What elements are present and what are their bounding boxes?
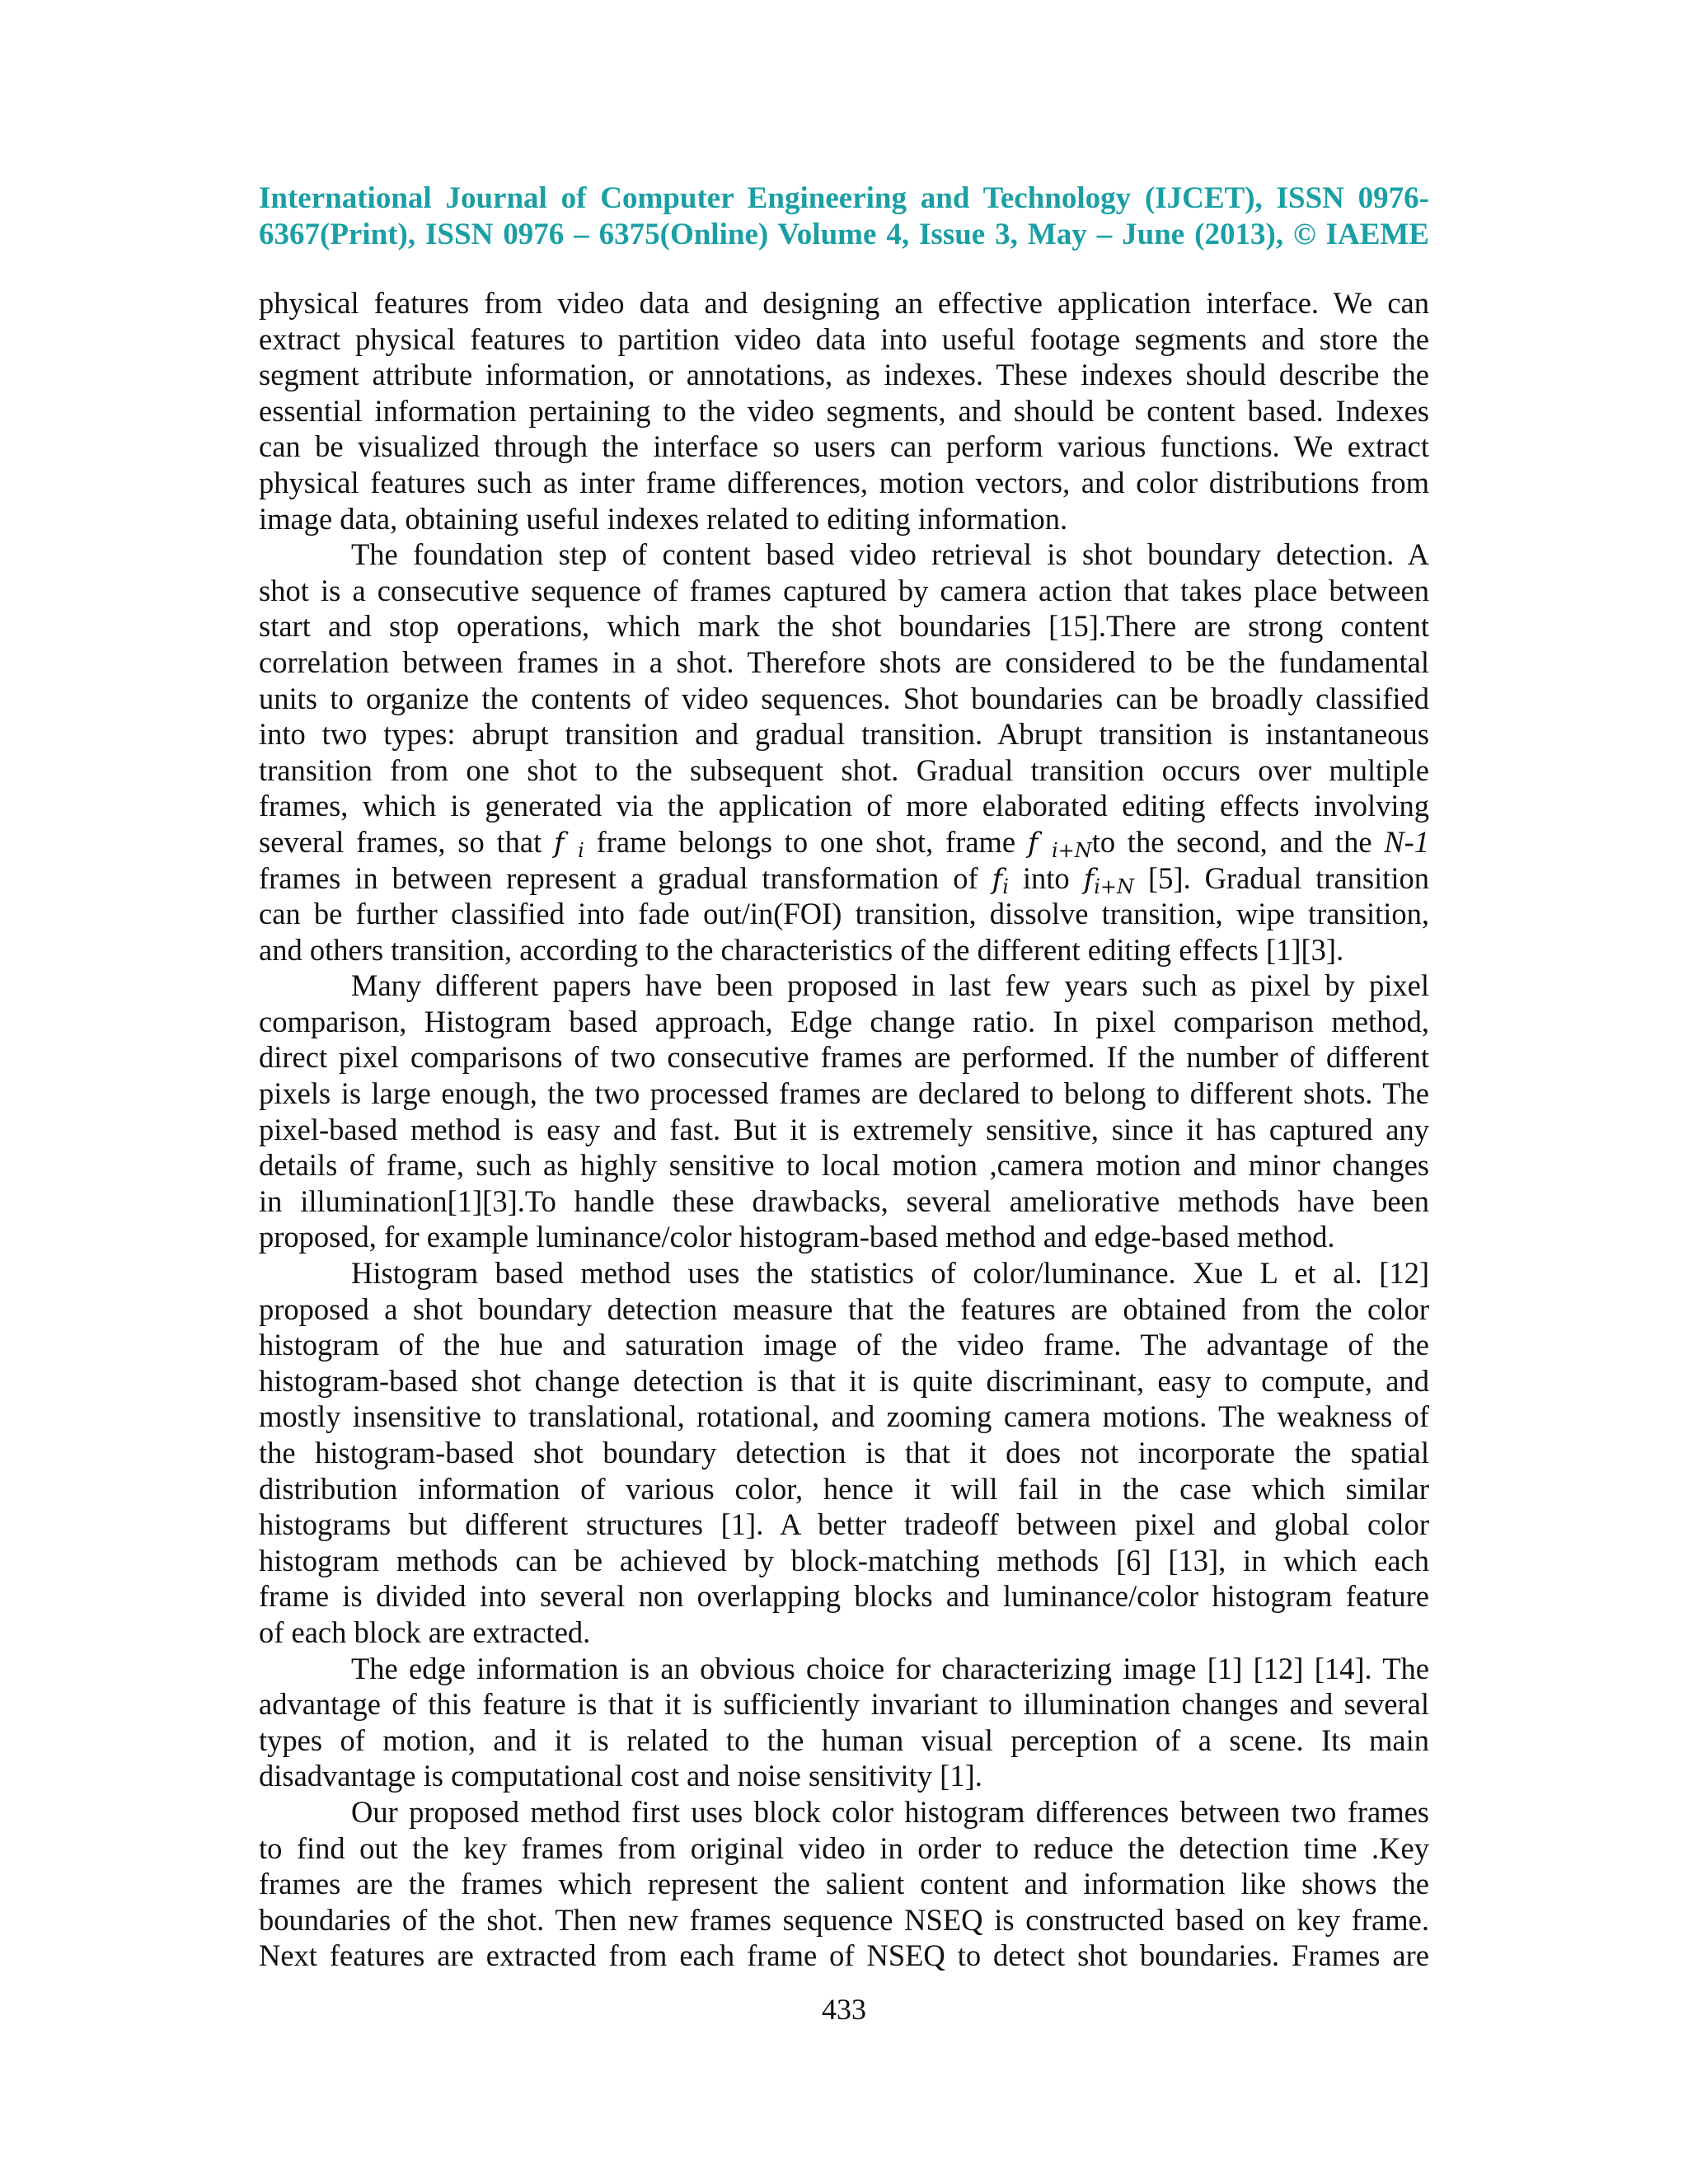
text-line: to find out the key frames from original video in order to reduce the detection time .Key bbox=[259, 1830, 1429, 1865]
text-line: histogram-based shot change detection is that it is quite discriminant, easy to compute, and bbox=[259, 1363, 1429, 1398]
text-line: can be further classified into fade out/in(FOI) transition, dissolve transition, wipe transition, bbox=[259, 897, 1429, 931]
text-line: proposed a shot boundary detection measure that the features are obtained from the color bbox=[259, 1291, 1429, 1326]
text-line: The edge information is an obvious choice for characterizing image [1] [12] [14]. The bbox=[351, 1651, 1429, 1685]
math-subscript: i+N bbox=[1051, 838, 1092, 862]
text-line: can be visualized through the interface so users can perform various functions. We extract bbox=[259, 429, 1429, 464]
text-line: into two types: abrupt transition and gradual transition. Abrupt transition is instantaneous bbox=[259, 717, 1429, 752]
math-symbol: f bbox=[554, 826, 565, 860]
journal-header bbox=[259, 180, 1429, 253]
math-f-i-plus-n bbox=[1028, 827, 1092, 860]
text-line: start and stop operations, which mark the shot boundaries [15].There are strong content bbox=[259, 609, 1429, 644]
text-line: units to organize the contents of video sequences. Shot boundaries can be broadly classified bbox=[259, 681, 1429, 715]
math-symbol: f bbox=[992, 862, 1003, 896]
math-subscript: i bbox=[578, 838, 584, 862]
text-line: Next features are extracted from each frame of NSEQ to detect shot boundaries. Frames are bbox=[259, 1938, 1429, 1973]
paragraph-5 bbox=[259, 1651, 1429, 1794]
text-line: in illumination[1][3].To handle these drawbacks, several ameliorative methods have been bbox=[259, 1183, 1429, 1218]
math-f-i bbox=[554, 827, 584, 860]
text-line: essential information pertaining to the video segments, and should be content based. Indexes bbox=[259, 393, 1429, 428]
text-line-with-math bbox=[259, 860, 1429, 897]
text-line: comparison, Histogram based approach, Edge change ratio. In pixel comparison method, bbox=[259, 1004, 1429, 1038]
body-text bbox=[259, 285, 1429, 1974]
text-line: Our proposed method first uses block color histogram differences between two frames bbox=[351, 1794, 1429, 1829]
math-symbol: f bbox=[1083, 862, 1095, 896]
text-line: disadvantage is computational cost and noise sensitivity [1]. bbox=[259, 1759, 982, 1793]
text-line: pixel-based method is easy and fast. But it is extremely sensitive, since it has captured any bbox=[259, 1112, 1429, 1146]
paragraph-1 bbox=[259, 285, 1429, 537]
text-fragment: to the second, and the bbox=[1091, 824, 1372, 859]
text-line: details of frame, such as highly sensitive to local motion ,camera motion and minor changes bbox=[259, 1148, 1429, 1183]
math-subscript: i bbox=[1002, 874, 1009, 898]
paragraph-6 bbox=[259, 1794, 1429, 1974]
text-line: image data, obtaining useful indexes related to editing information. bbox=[259, 501, 1068, 536]
text-fragment: [5]. Gradual transition bbox=[1148, 860, 1430, 895]
text-line: Histogram based method uses the statistics of color/luminance. Xue L et al. [12] bbox=[351, 1256, 1429, 1291]
text-line: mostly insensitive to translational, rotational, and zooming camera motions. The weakness of bbox=[259, 1399, 1429, 1434]
math-subscript: i+N bbox=[1094, 874, 1135, 898]
text-line: of each block are extracted. bbox=[259, 1615, 591, 1649]
text-line: physical features from video data and designing an effective application interface. We can bbox=[259, 286, 1429, 320]
text-line: types of motion, and it is related to the human visual perception of a scene. Its main bbox=[259, 1722, 1429, 1757]
page-number: 433 bbox=[822, 1993, 866, 2026]
text-line: Many different papers have been proposed in last few years such as pixel by pixel bbox=[351, 968, 1429, 1003]
text-line: shot is a consecutive sequence of frames captured by camera action that takes place between bbox=[259, 573, 1429, 607]
text-line: and others transition, according to the characteristics of the different editing effects [1][3]. bbox=[259, 932, 1344, 967]
text-line: proposed, for example luminance/color histogram-based method and edge-based method. bbox=[259, 1220, 1335, 1254]
paragraph-3 bbox=[259, 968, 1429, 1255]
text-line: frames, which is generated via the application of more elaborated editing effects involving bbox=[259, 789, 1429, 823]
text-fragment: frames in between represent a gradual transformation of bbox=[259, 860, 978, 895]
text-line: histograms but different structures [1]. A better tradeoff between pixel and global color bbox=[259, 1507, 1429, 1542]
text-line: transition from one shot to the subsequent shot. Gradual transition occurs over multiple bbox=[259, 752, 1429, 787]
text-line: correlation between frames in a shot. Therefore shots are considered to be the fundamental bbox=[259, 644, 1429, 679]
text-fragment-italic: N-1 bbox=[1384, 824, 1430, 859]
text-fragment: into bbox=[1022, 860, 1070, 895]
text-line-with-math bbox=[259, 824, 1429, 860]
math-f-i-plus-n bbox=[1084, 863, 1134, 896]
text-line: histogram methods can be achieved by block-matching methods [6] [13], in which each bbox=[259, 1543, 1429, 1577]
math-symbol: f bbox=[1027, 826, 1039, 860]
text-line: segment attribute information, or annotations, as indexes. These indexes should describe the bbox=[259, 358, 1429, 392]
text-line: direct pixel comparisons of two consecutive frames are performed. If the number of different bbox=[259, 1040, 1429, 1075]
journal-header-line-2: 6367(Print), ISSN 0976 – 6375(Online) Volume 4, Issue 3, May – June (2013), © IAEME bbox=[259, 218, 1429, 251]
text-line: the histogram-based shot boundary detection is that it does not incorporate the spatial bbox=[259, 1436, 1429, 1469]
text-line: physical features such as inter frame differences, motion vectors, and color distributions from bbox=[259, 465, 1429, 499]
journal-header-line-1: International Journal of Computer Engineering and Technology (IJCET), ISSN 0976- bbox=[259, 181, 1429, 215]
text-line: histogram of the hue and saturation image of the video frame. The advantage of the bbox=[259, 1328, 1429, 1362]
text-line: boundaries of the shot. Then new frames sequence NSEQ is constructed based on key frame. bbox=[259, 1902, 1429, 1937]
math-f-i bbox=[992, 863, 1009, 896]
text-fragment: several frames, so that bbox=[259, 824, 542, 859]
text-line: The foundation step of content based video retrieval is shot boundary detection. A bbox=[351, 537, 1429, 572]
text-line: distribution information of various color, hence it will fail in the case which similar bbox=[259, 1471, 1429, 1506]
text-line: frames are the frames which represent the salient content and information like shows the bbox=[259, 1867, 1429, 1901]
text-fragment: frame belongs to one shot, frame bbox=[596, 824, 1016, 859]
text-line: frame is divided into several non overlapping blocks and luminance/color histogram feature bbox=[259, 1579, 1429, 1614]
text-line: extract physical features to partition video data into useful footage segments and store the bbox=[259, 321, 1429, 356]
paragraph-4 bbox=[259, 1255, 1429, 1651]
paragraph-2 bbox=[259, 537, 1429, 968]
text-line: advantage of this feature is that it is sufficiently invariant to illumination changes and several bbox=[259, 1687, 1429, 1722]
text-line: pixels is large enough, the two processed frames are declared to belong to different shots. The bbox=[259, 1076, 1429, 1111]
